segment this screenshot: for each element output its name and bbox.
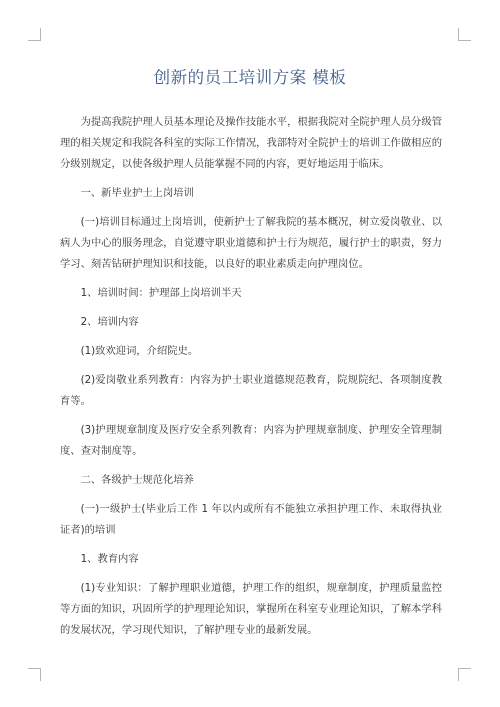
- page-corner-mark-bottom-right: [458, 668, 471, 681]
- body-paragraph: (一)培训目标通过上岗培训，使新护士了解我院的基本概况，树立爱岗敬业、以病人为中心的服务理念，自觉遵守职业道德和护士行为规范，履行护士的职责，努力学习、刻苦钻研护理知识和技能，以良好的职业素质走向护理岗位。: [60, 216, 442, 270]
- list-item: (2)爱岗敬业系列教育：内容为护士职业道德规范教育，院规院纪、各项制度教育等。: [60, 374, 442, 407]
- list-item: 2、培训内容: [80, 316, 139, 328]
- body-paragraph: (1)专业知识：了解护理职业道德，护理工作的组织，规章制度，护理质量监控等方面的知识，巩固所学的护理理论知识，掌握所在科室专业理论知识，了解本学科的发展状况，学习现代知识，了解护理专业的最新发展。: [60, 582, 442, 636]
- page-corner-mark-top-left: [28, 28, 41, 41]
- intro-paragraph: 为提高我院护理人员基本理论及操作技能水平，根据我院对全院护理人员分级管理的相关规定和我院各科室的实际工作情况，我部特对全院护士的培训工作做相应的分级别规定，以使各级护理人员能掌握不同的内容，更好地运用于临床。: [60, 116, 442, 170]
- section-heading: 一、新毕业护士上岗培训: [80, 187, 194, 199]
- document-body: [60, 112, 442, 649]
- page-corner-mark-top-right: [458, 28, 471, 41]
- list-item: 1、培训时间：护理部上岗培训半天: [80, 287, 242, 299]
- list-item: (3)护理规章制度及医疗安全系列教育：内容为护理规章制度、护理安全管理制度、查对制度等。: [60, 424, 442, 457]
- page-corner-mark-bottom-left: [28, 668, 41, 681]
- body-paragraph: (一)一级护士(毕业后工作 1 年以内或所有不能独立承担护理工作、未取得执业证者)的培训: [60, 503, 442, 536]
- section-heading: 二、各级护士规范化培养: [80, 474, 194, 486]
- document-title: 创新的员工培训方案 模板: [153, 68, 347, 87]
- list-item: 1、教育内容: [80, 553, 139, 565]
- list-item: (1)致欢迎词，介绍院史。: [80, 345, 199, 357]
